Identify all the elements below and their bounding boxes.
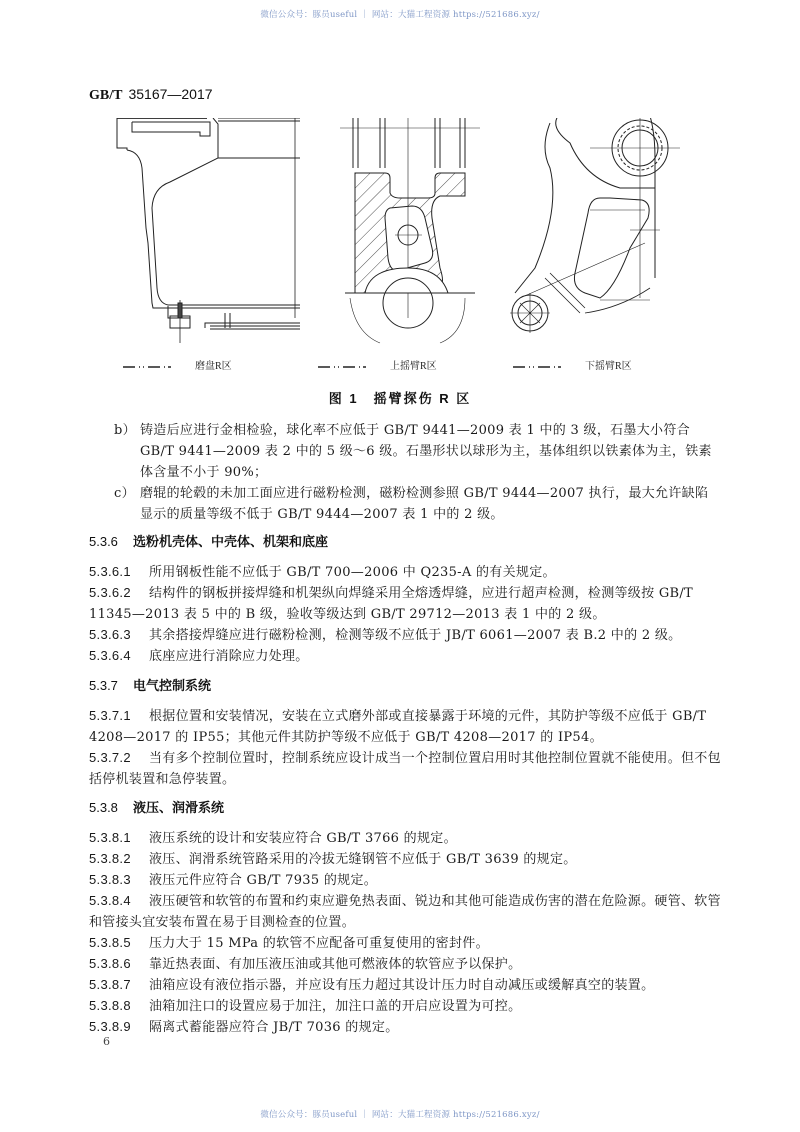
clause-text: 油箱应设有液位指示器，并应设有压力超过其设计压力时自动减压或缓解真空的装置。 [149, 978, 655, 993]
clause-number: 5.3.8.6 [89, 956, 131, 971]
clause-text: 压力大于 15 MPa 的软管不应配备可重复使用的密封件。 [149, 936, 489, 951]
clause-number: 5.3.8.5 [89, 935, 131, 950]
clause-5-3-6-3 [89, 624, 721, 646]
section-number: 5.3.7 [89, 678, 118, 693]
clause-5-3-8-6 [89, 953, 721, 975]
list-item-c [114, 483, 719, 525]
watermark-top: 微信公众号：豚员useful ｜ 网站：大猫工程资源 https://521686.xyz/ [260, 10, 540, 20]
clause-5-3-6-4 [89, 645, 721, 667]
clause-text: 根据位置和安装情况，安装在立式磨外部或直接暴露于环境的元件，其防护等级不应低于 GB/T 4208—2017 的 IP55；其他元件其防护等级不应低于 GB/T 4208—2017 的 IP54。 [89, 709, 707, 745]
list-marker: b） [114, 423, 136, 438]
clause-number: 5.3.8.9 [89, 1019, 131, 1034]
dash-dot-line-icon [318, 363, 366, 371]
clause-number: 5.3.6.1 [89, 564, 131, 579]
clause-text: 靠近热表面、有加压液压油或其他可燃液体的软管应予以保护。 [149, 957, 522, 972]
clause-text: 所用钢板性能不应低于 GB/T 700—2006 中 Q235-A 的有关规定。 [149, 565, 556, 580]
clause-number: 5.3.6.3 [89, 627, 131, 642]
legend-item-lower-arm [513, 357, 632, 372]
section-heading-5-3-8 [89, 797, 224, 816]
clause-number: 5.3.8.1 [89, 830, 131, 845]
clause-number: 5.3.8.3 [89, 872, 131, 887]
section-number: 5.3.6 [89, 534, 118, 549]
clause-text: 液压、润滑系统管路采用的冷拔无缝钢管不应低于 GB/T 3639 的规定。 [149, 852, 577, 867]
clause-5-3-8-1 [89, 827, 721, 849]
clause-5-3-7-1 [89, 705, 721, 748]
clause-text: 其余搭接焊缝应进行磁粉检测，检测等级不应低于 JB/T 6061—2007 表 B.2 中的 2 级。 [149, 628, 682, 643]
standard-number: 35167—2017 [128, 86, 213, 102]
legend-item-grinding-table [123, 357, 232, 372]
figure-caption: 图 1 摇臂探伤 R 区 [328, 391, 472, 406]
lower-swing-arm-drawing [510, 118, 680, 333]
clause-text: 底座应进行消除应力处理。 [149, 649, 309, 664]
clause-5-3-8-2 [89, 848, 721, 870]
clause-5-3-7-2 [89, 747, 721, 790]
clause-text: 液压元件应符合 GB/T 7935 的规定。 [149, 873, 378, 888]
clause-5-3-8-4 [89, 890, 721, 933]
section-title: 选粉机壳体、中壳体、机架和底座 [133, 534, 329, 549]
figure-drawings [110, 118, 680, 378]
standard-code [89, 86, 213, 104]
standard-prefix: GB/T [89, 88, 123, 103]
grinding-table-drawing [117, 118, 300, 343]
legend-label: 上摇臂R区 [390, 361, 437, 372]
clause-5-3-8-7 [89, 974, 721, 996]
page-number: 6 [103, 1035, 110, 1048]
watermark-bottom: 微信公众号：豚员useful ｜ 网站：大猫工程资源 https://521686.xyz/ [260, 1110, 540, 1120]
clause-text: 油箱加注口的设置应易于加注，加注口盖的开启应设置为可控。 [149, 999, 522, 1014]
clause-number: 5.3.8.8 [89, 998, 131, 1013]
clause-5-3-8-9 [89, 1016, 721, 1038]
legend-label: 下摇臂R区 [585, 361, 632, 372]
section-number: 5.3.8 [89, 800, 118, 815]
list-item-b [114, 420, 719, 483]
clause-5-3-8-8 [89, 995, 721, 1017]
clause-number: 5.3.8.2 [89, 851, 131, 866]
section-heading-5-3-7 [89, 675, 211, 694]
legend-label: 磨盘R区 [195, 361, 232, 372]
upper-swing-arm-drawing [340, 118, 480, 343]
clause-number: 5.3.6.2 [89, 585, 131, 600]
clause-5-3-8-5 [89, 932, 721, 954]
legend-item-upper-arm [318, 357, 437, 372]
clause-5-3-6-1 [89, 561, 721, 583]
clause-text: 液压硬管和软管的布置和约束应避免热表面、锐边和其他可能造成伤害的潜在危险源。硬管、软管和管接头宜安装布置在易于目测检查的位置。 [89, 894, 721, 930]
clause-number: 5.3.6.4 [89, 648, 131, 663]
clause-number: 5.3.7.2 [89, 750, 131, 765]
dash-dot-line-icon [123, 363, 171, 371]
clause-number: 5.3.8.4 [89, 893, 131, 908]
clause-number: 5.3.7.1 [89, 708, 131, 723]
clause-5-3-6-2 [89, 582, 721, 625]
clause-text: 结构件的钢板拼接焊缝和机架纵向焊缝采用全熔透焊缝，应进行超声检测，检测等级按 GB/T 11345—2013 表 5 中的 B 级，验收等级达到 GB/T 29712—2013 表 1 中的 2 级。 [89, 586, 694, 622]
section-title: 电气控制系统 [133, 678, 212, 693]
list-marker: c） [114, 486, 135, 501]
section-title: 液压、润滑系统 [133, 800, 225, 815]
list-item-text: 铸造后应进行金相检验，球化率不应低于 GB/T 9441—2009 表 1 中的 3 级，石墨大小符合 GB/T 9441—2009 表 2 中的 5 级～6 级。石墨形状以球形为主，基体组织以铁素体为主，铁素体含量不小于 90%； [140, 423, 712, 480]
clause-number: 5.3.8.7 [89, 977, 131, 992]
clause-text: 液压系统的设计和安装应符合 GB/T 3766 的规定。 [149, 831, 457, 846]
clause-text: 当有多个控制位置时，控制系统应设计成当一个控制位置启用时其他控制位置就不能使用。但不包括停机装置和急停装置。 [89, 751, 721, 787]
list-item-text: 磨辊的轮毂的未加工面应进行磁粉检测，磁粉检测参照 GB/T 9444—2007 执行，最大允许缺陷显示的质量等级不低于 GB/T 9444—2007 表 1 中的 2 级。 [140, 486, 709, 522]
section-heading-5-3-6 [89, 531, 328, 550]
dash-dot-line-icon [513, 363, 561, 371]
clause-text: 隔离式蓄能器应符合 JB/T 7036 的规定。 [149, 1020, 399, 1035]
clause-5-3-8-3 [89, 869, 721, 891]
